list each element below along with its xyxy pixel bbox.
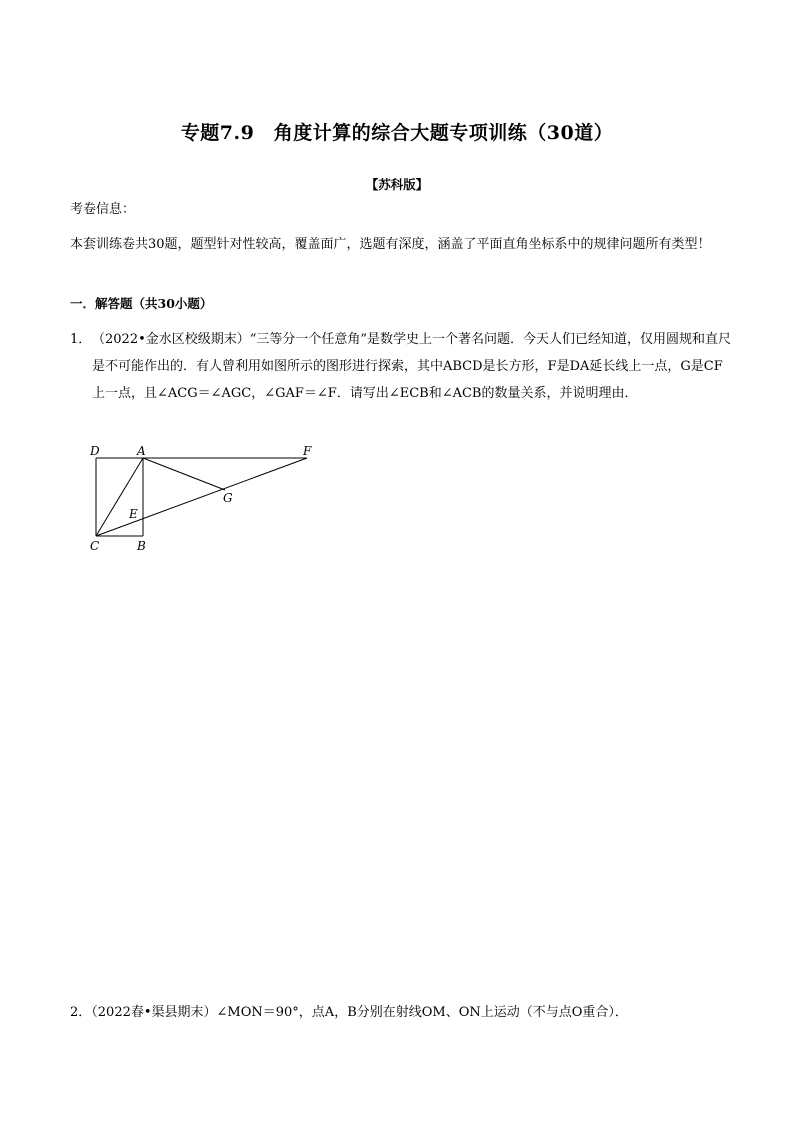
label-F: F — [303, 444, 312, 458]
segment-AC — [96, 458, 143, 536]
label-G: G — [223, 491, 233, 505]
exam-info-label: 考卷信息： — [70, 202, 136, 217]
question-2-text: 2．（2022春•渠县期末）∠MON＝90°，点A，B分别在射线OM、ON上运动（不与点O重合）． — [70, 1005, 628, 1020]
label-B: B — [137, 539, 146, 553]
intro-paragraph: 本套训练卷共30题，题型针对性较高，覆盖面广，选题有深度，涵盖了平面直角坐标系中的规律问题所有类型！ — [70, 237, 711, 252]
edition-label: 【苏科版】 — [365, 177, 429, 192]
label-D: D — [90, 444, 100, 458]
page-title: 专题7.9 角度计算的综合大题专项训练（30道） — [180, 122, 614, 144]
label-C: C — [90, 539, 100, 553]
label-E: E — [129, 507, 138, 521]
segment-AG — [143, 458, 225, 490]
question-1 — [70, 326, 732, 407]
section-heading: 一．解答题（共30小题） — [70, 296, 213, 311]
question-1-number: 1． — [70, 332, 92, 347]
question-1-text: （2022•金水区校级期末）“三等分一个任意角”是数学史上一个著名问题．今天人们已经知道，仅用圆规和直尺是不可能作出的．有人曾利用如图所示的图形进行探索，其中ABCD是长方形，F是DA延长线上一点，G是CF上一点，且∠ACG＝∠AGC，∠GAF＝∠F．请写出∠ECB和∠ACB的数量关系，并说明理由． — [92, 332, 732, 401]
label-A: A — [137, 444, 146, 458]
geometry-figure — [82, 442, 332, 560]
segment-CF — [96, 458, 307, 536]
